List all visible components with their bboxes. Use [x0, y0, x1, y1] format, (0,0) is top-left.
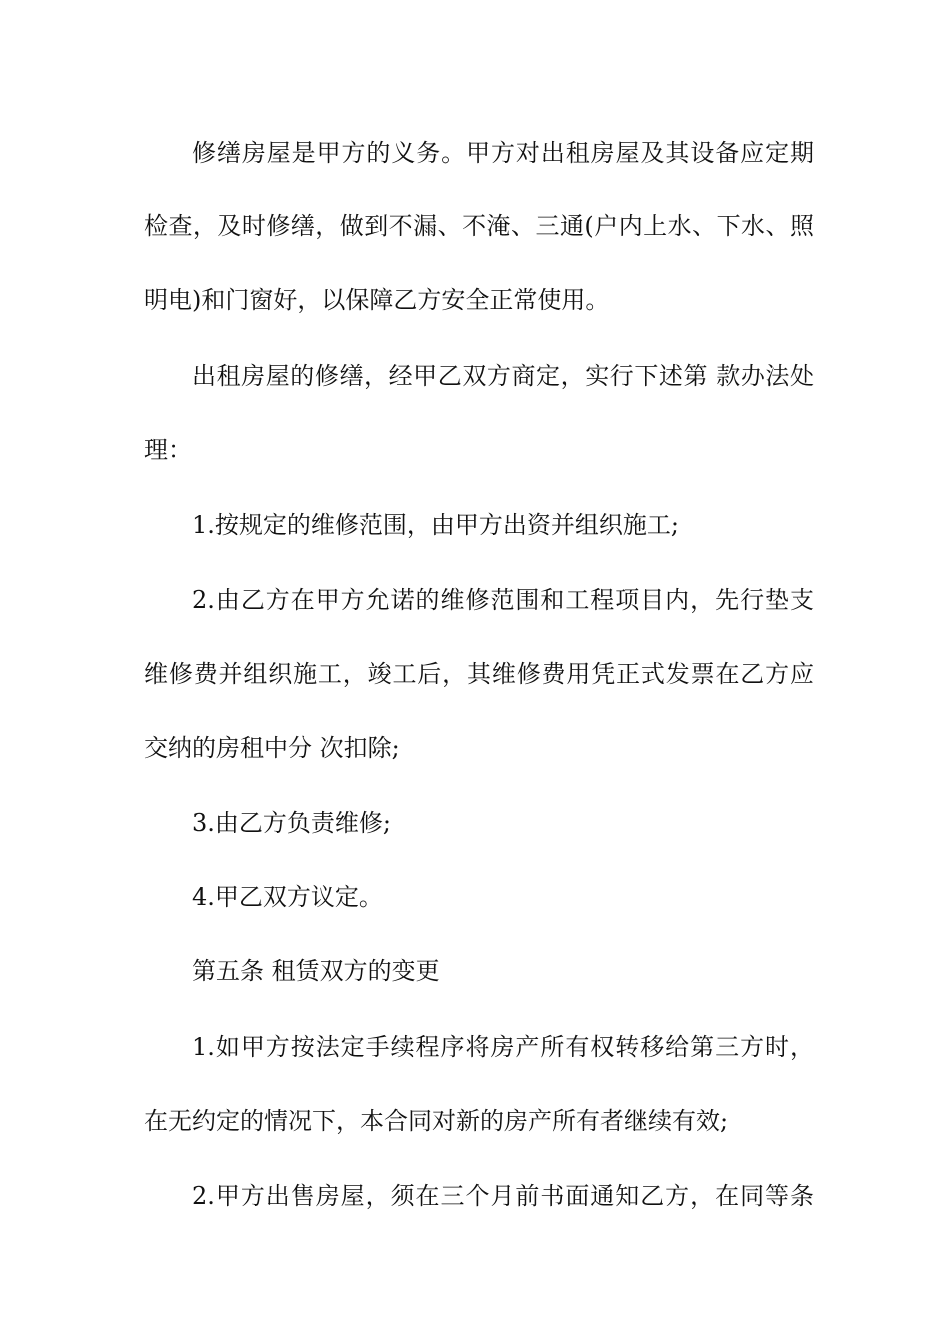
- paragraph-line: 交纳的房租中分 次扣除;: [144, 734, 400, 762]
- paragraph-line: 出租房屋的修缮，经甲乙双方商定，实行下述第 款办法处: [192, 362, 814, 390]
- list-item: 2.甲方出售房屋，须在三个月前书面通知乙方，在同等条: [192, 1182, 814, 1210]
- paragraph-line: 检查，及时修缮，做到不漏、不淹、三通(户内上水、下水、照: [144, 212, 814, 240]
- list-item: 1.按规定的维修范围，由甲方出资并组织施工;: [192, 511, 679, 539]
- list-item: 2.由乙方在甲方允诺的维修范围和工程项目内，先行垫支: [192, 586, 814, 614]
- paragraph-line: 理：: [144, 436, 192, 464]
- section-heading: 第五条 租赁双方的变更: [192, 957, 440, 985]
- paragraph-line: 明电)和门窗好，以保障乙方安全正常使用。: [144, 286, 610, 314]
- paragraph-line: 修缮房屋是甲方的义务。甲方对出租房屋及其设备应定期: [192, 139, 814, 167]
- list-item: 4.甲乙双方议定。: [192, 883, 383, 911]
- paragraph-line: 维修费并组织施工，竣工后，其维修费用凭正式发票在乙方应: [144, 660, 814, 688]
- list-item: 1.如甲方按法定手续程序将房产所有权转移给第三方时，: [192, 1033, 814, 1061]
- paragraph-line: 在无约定的情况下，本合同对新的房产所有者继续有效;: [144, 1107, 729, 1135]
- list-item: 3.由乙方负责维修;: [192, 809, 391, 837]
